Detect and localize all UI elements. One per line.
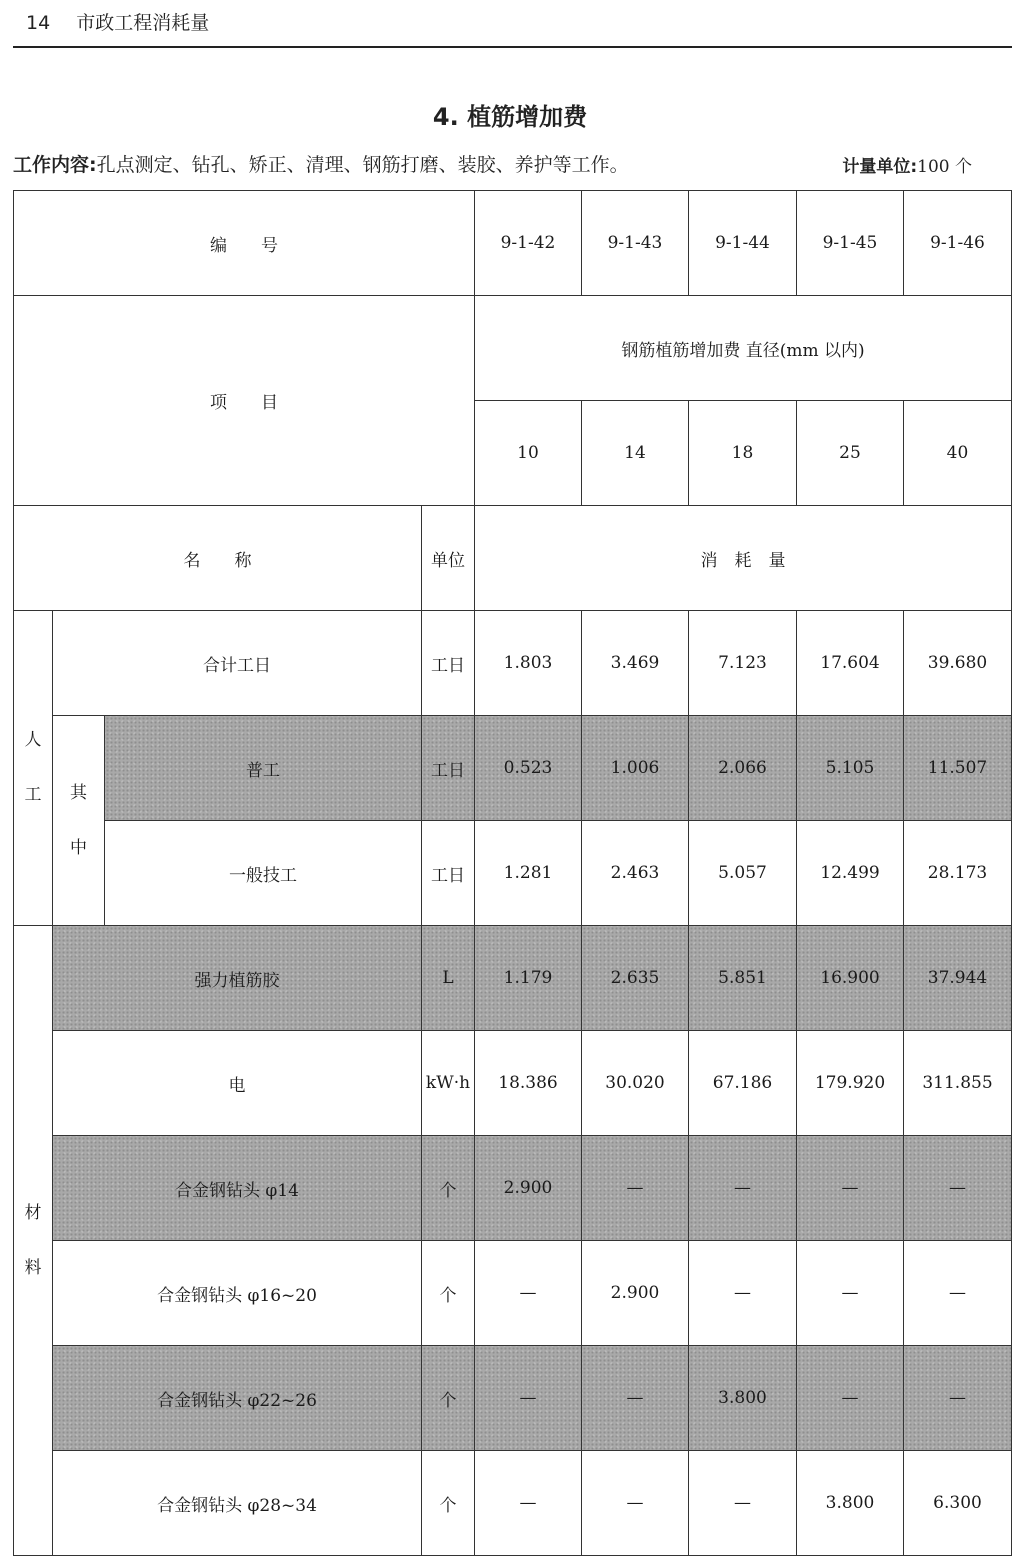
- consumption-header: 消 耗 量: [475, 506, 1012, 611]
- row-unit: 个: [422, 1136, 475, 1241]
- value-cell: —: [689, 1451, 797, 1556]
- value-cell: 18.386: [475, 1031, 582, 1136]
- value-cell: —: [475, 1241, 582, 1346]
- work-content-label: 工作内容:: [13, 154, 97, 176]
- row-unit: 工日: [422, 716, 475, 821]
- column-header-row: [14, 506, 1012, 611]
- row-name: 合计工日: [53, 611, 422, 716]
- row-unit: 工日: [422, 821, 475, 926]
- section-title: 4. 植筋增加费: [432, 103, 588, 131]
- row-unit: L: [422, 926, 475, 1031]
- diameter-cell: 40: [904, 401, 1012, 506]
- value-cell: 37.944: [904, 926, 1012, 1031]
- row-name: 合金钢钻头 φ16~20: [53, 1241, 422, 1346]
- diameter-cell: 10: [475, 401, 582, 506]
- value-cell: —: [904, 1346, 1012, 1451]
- value-cell: 7.123: [689, 611, 797, 716]
- value-cell: 2.463: [582, 821, 689, 926]
- value-cell: —: [582, 1346, 689, 1451]
- code-cell: 9-1-46: [904, 191, 1012, 296]
- table-row: [14, 926, 1012, 1031]
- value-cell: 39.680: [904, 611, 1012, 716]
- value-cell: —: [689, 1241, 797, 1346]
- group-labor: 人 工: [14, 611, 53, 926]
- row-name: 一般技工: [105, 821, 422, 926]
- unit-value: 100 个: [917, 157, 972, 177]
- value-cell: 1.179: [475, 926, 582, 1031]
- table-row: [14, 1136, 1012, 1241]
- code-cell: 9-1-44: [689, 191, 797, 296]
- row-name: 强力植筋胶: [53, 926, 422, 1031]
- value-cell: 1.281: [475, 821, 582, 926]
- group-labor-sub: 其 中: [53, 716, 105, 926]
- diameter-cell: 18: [689, 401, 797, 506]
- row-unit: 个: [422, 1451, 475, 1556]
- consumption-table: [13, 190, 1012, 1556]
- unit-label: 计量单位:: [842, 157, 918, 177]
- row-name: 电: [53, 1031, 422, 1136]
- item-group: 钢筋植筋增加费 直径(mm 以内): [475, 296, 1012, 401]
- value-cell: —: [797, 1136, 904, 1241]
- work-content-text: 孔点测定、钻孔、矫正、清理、钢筋打磨、装胶、养护等工作。: [96, 154, 629, 176]
- book-title: 市政工程消耗量: [76, 12, 210, 34]
- value-cell: —: [797, 1241, 904, 1346]
- value-cell: 179.920: [797, 1031, 904, 1136]
- name-header: 名 称: [14, 506, 422, 611]
- value-cell: 28.173: [904, 821, 1012, 926]
- diameter-cell: 14: [582, 401, 689, 506]
- value-cell: 67.186: [689, 1031, 797, 1136]
- table-row: [14, 1031, 1012, 1136]
- header-rule: [13, 46, 1012, 48]
- value-cell: 30.020: [582, 1031, 689, 1136]
- table-row: [14, 1346, 1012, 1451]
- row-name: 合金钢钻头 φ22~26: [53, 1346, 422, 1451]
- measurement-unit: [842, 152, 972, 177]
- value-cell: 0.523: [475, 716, 582, 821]
- value-cell: —: [475, 1346, 582, 1451]
- value-cell: —: [582, 1136, 689, 1241]
- value-cell: 3.800: [689, 1346, 797, 1451]
- unit-header: 单位: [422, 506, 475, 611]
- row-name: 合金钢钻头 φ28~34: [53, 1451, 422, 1556]
- table-row: [14, 1451, 1012, 1556]
- table-row: [14, 716, 1012, 821]
- value-cell: —: [904, 1136, 1012, 1241]
- value-cell: —: [689, 1136, 797, 1241]
- diameter-cell: 25: [797, 401, 904, 506]
- value-cell: 12.499: [797, 821, 904, 926]
- row-unit: 工日: [422, 611, 475, 716]
- value-cell: 16.900: [797, 926, 904, 1031]
- value-cell: 2.900: [582, 1241, 689, 1346]
- value-cell: 311.855: [904, 1031, 1012, 1136]
- table-row: [14, 821, 1012, 926]
- item-label: 项 目: [14, 296, 475, 506]
- item-group-row: [14, 296, 1012, 401]
- value-cell: —: [797, 1346, 904, 1451]
- value-cell: 6.300: [904, 1451, 1012, 1556]
- value-cell: 2.066: [689, 716, 797, 821]
- row-name: 合金钢钻头 φ14: [53, 1136, 422, 1241]
- value-cell: 5.851: [689, 926, 797, 1031]
- table-row: [14, 611, 1012, 716]
- value-cell: 1.006: [582, 716, 689, 821]
- value-cell: 2.635: [582, 926, 689, 1031]
- value-cell: —: [904, 1241, 1012, 1346]
- table-row: [14, 1241, 1012, 1346]
- value-cell: —: [582, 1451, 689, 1556]
- running-head: [26, 8, 209, 35]
- value-cell: 3.800: [797, 1451, 904, 1556]
- page-number: 14: [26, 12, 51, 34]
- row-unit: 个: [422, 1241, 475, 1346]
- code-label: 编 号: [14, 191, 475, 296]
- code-cell: 9-1-42: [475, 191, 582, 296]
- group-material: 材 料: [14, 926, 53, 1556]
- value-cell: 1.803: [475, 611, 582, 716]
- row-unit: kW·h: [422, 1031, 475, 1136]
- row-unit: 个: [422, 1346, 475, 1451]
- value-cell: 2.900: [475, 1136, 582, 1241]
- code-row: [14, 191, 1012, 296]
- value-cell: 11.507: [904, 716, 1012, 821]
- code-cell: 9-1-43: [582, 191, 689, 296]
- work-content: [13, 150, 629, 177]
- value-cell: 17.604: [797, 611, 904, 716]
- value-cell: —: [475, 1451, 582, 1556]
- value-cell: 5.057: [689, 821, 797, 926]
- code-cell: 9-1-45: [797, 191, 904, 296]
- value-cell: 5.105: [797, 716, 904, 821]
- value-cell: 3.469: [582, 611, 689, 716]
- row-name: 普工: [105, 716, 422, 821]
